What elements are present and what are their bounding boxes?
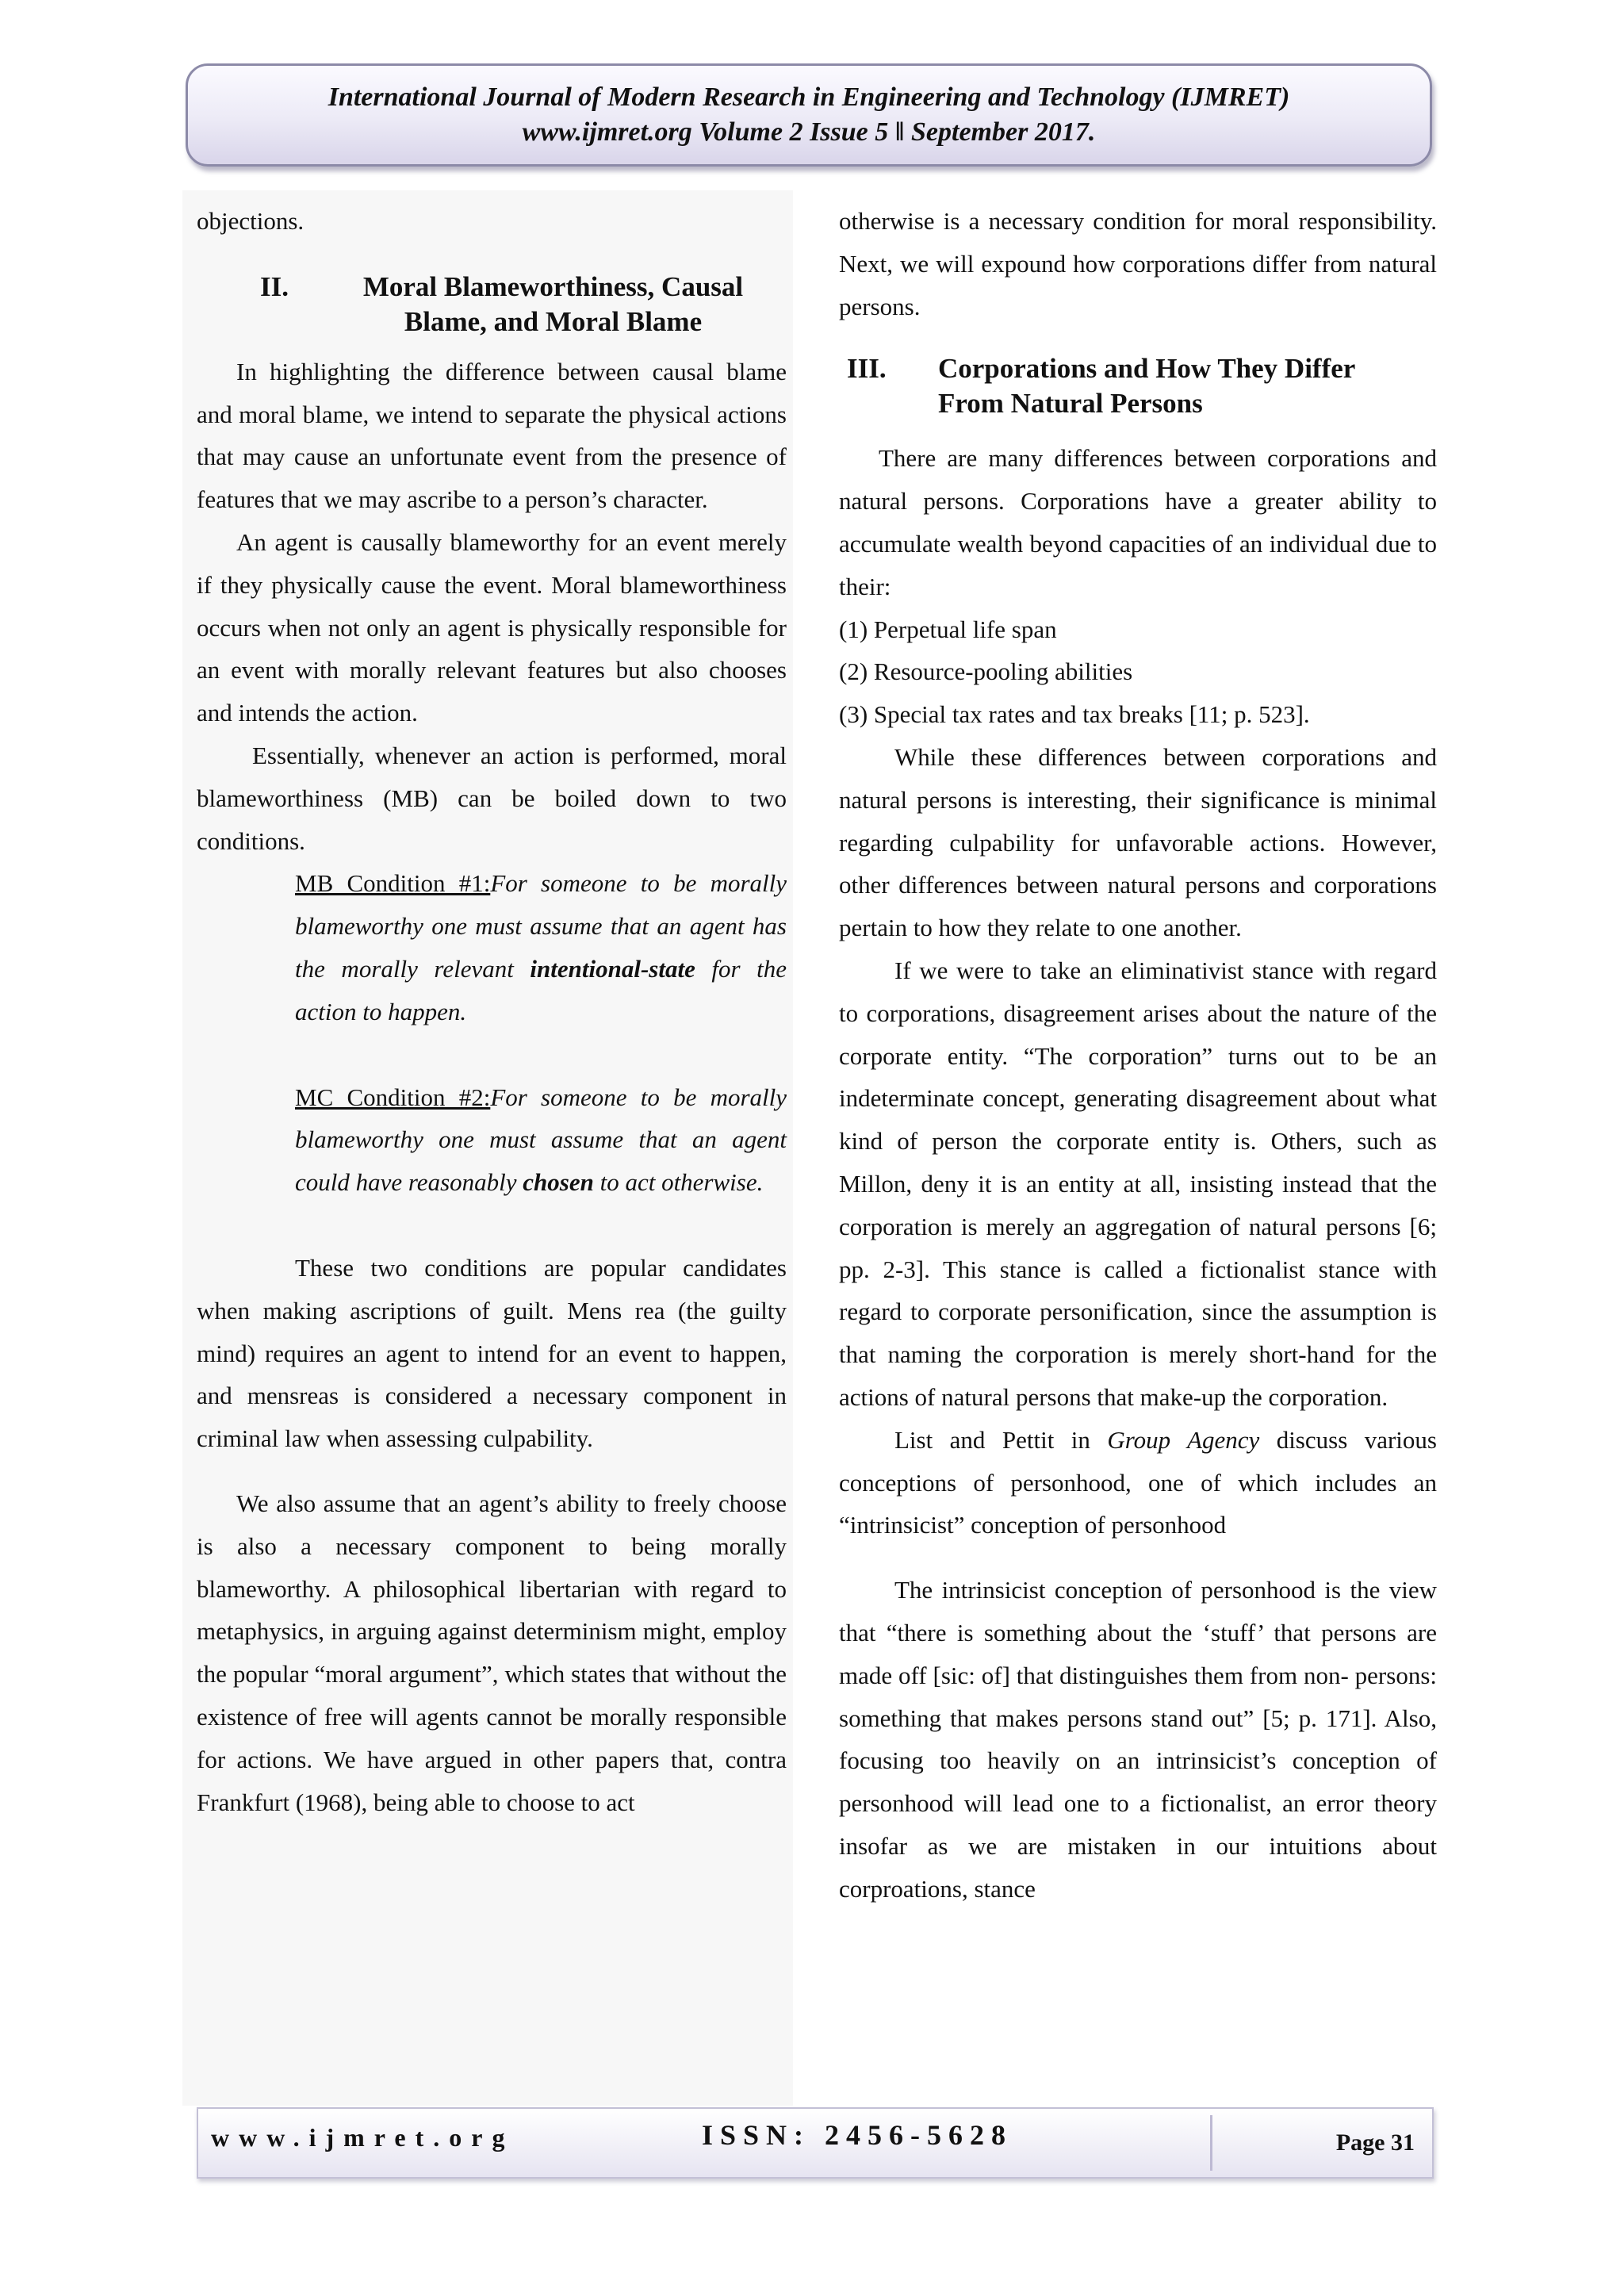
paragraph: We also assume that an agent’s ability to freely choose is also a necessary component to being morally blameworthy. A philosophical libertarian with regard to metaphysics, in arguing against determinism might, employ the popular “moral argument”, which states that without the existence of free will agents cannot be morally responsible for actions. We have argued in other papers that, contra Frankfurt (1968), being able to choose to act: [197, 1489, 787, 1816]
section-heading: [839, 351, 1437, 421]
paragraph: There are many differences between corporations and natural persons. Corporations have a greater ability to accumulate wealth beyond capacities of an individual due to their:: [839, 444, 1437, 600]
condition-label: MB Condition #1:: [295, 869, 491, 898]
paragraph: Essentially, whenever an action is performed, moral blameworthiness (MB) can be boiled down to two conditions.: [197, 741, 787, 855]
paragraph: In highlighting the difference between causal blame and moral blame, we intend to separate the physical actions that may cause an unfortunate event from the presence of features that we may ascribe to a person’s character.: [197, 357, 787, 514]
journal-header: [186, 63, 1432, 167]
paragraph: The intrinsicist conception of personhood is the view that “there is something about the ‘stuff’ that persons are made off [sic: of] that distinguishes them from non- persons: something that makes persons stand out” [5; p. 171]. Also, focusing too heavily on an intrinsicist’s conception of personhood will lead one to a fictionalist, an error theory insofar as we are mistaken in our intuitions about corproations, stance: [839, 1576, 1437, 1903]
section-number: II.: [260, 270, 289, 302]
condition-block: MC Condition #2:For someone to be morally blameworthy one must assume that an agent could have reasonably chosen to act otherwise.: [295, 1083, 787, 1197]
list-item: (2) Resource-pooling abilities: [839, 657, 1133, 686]
list-item: (1) Perpetual life span: [839, 615, 1057, 643]
issue-line: www.ijmret.org Volume 2 Issue 5 ǁ September 2017.: [522, 117, 1096, 147]
page-footer: [197, 2107, 1434, 2179]
section-heading: [197, 270, 787, 339]
paragraph: List and Pettit in Group Agency discuss various conceptions of personhood, one of which includes an “intrinsicist” conception of personhood: [839, 1425, 1437, 1539]
footer-issn: ISSN: 2456-5628: [702, 2119, 1013, 2151]
section-number: III.: [847, 353, 887, 385]
paragraph: objections.: [197, 207, 304, 235]
paragraph: An agent is causally blameworthy for an event merely if they physically cause the event. Moral blameworthiness occurs when not only an agent is physically responsible for an event with morally relevant features but also chooses and intends the action.: [197, 527, 787, 727]
book-title: Group Agency: [1107, 1425, 1260, 1454]
paragraph: If we were to take an eliminativist stance with regard to corporations, disagreement arises about the nature of the corporate entity. “The corporation” turns out to be an indeterminate concept, generating disagreement about what kind of person the corporate entity is. Others, such as Millon, deny it is an entity at all, insisting instead that the corporation is merely an aggregation of natural persons [6; pp. 2-3]. This stance is called a fictionalist stance with regard to corporate personification, since the assumption is that naming the corporation is merely short-hand for the actions of natural persons that make-up the corporation.: [839, 956, 1437, 1411]
condition-label: MC Condition #2:: [295, 1083, 491, 1111]
section-title: Corporations and How They Differ From Natural Persons: [938, 353, 1356, 420]
bold-term: intentional-state: [530, 954, 695, 983]
list-item: (3) Special tax rates and tax breaks [11; p. 523].: [839, 700, 1310, 729]
right-column: [825, 190, 1443, 2106]
section-title: Moral Blameworthiness, Causal Blame, and Moral Blame: [362, 270, 744, 337]
footer-website: www.ijmret.org: [211, 2123, 515, 2152]
paragraph: These two conditions are popular candidates when making ascriptions of guilt. Mens rea (the guilty mind) requires an agent to intend for an event to happen, and mensreas is considered a necessary component in criminal law when assessing culpability.: [197, 1253, 787, 1453]
condition-block: MB Condition #1:For someone to be morally blameworthy one must assume that an agent has the morally relevant intentional-state for the action to happen.: [295, 869, 787, 1025]
left-column: [182, 190, 793, 2106]
journal-title: International Journal of Modern Research in Engineering and Technology (IJMRET): [327, 82, 1290, 112]
paragraph: otherwise is a necessary condition for moral responsibility. Next, we will expound how corporations differ from natural persons.: [839, 207, 1437, 320]
page-number: Page 31: [1210, 2115, 1432, 2171]
bold-term: chosen: [523, 1168, 594, 1197]
paragraph: While these differences between corporations and natural persons is interesting, their significance is minimal regarding culpability for unfavorable actions. However, other differences between natural persons and corporations pertain to how they relate to one another.: [839, 742, 1437, 942]
